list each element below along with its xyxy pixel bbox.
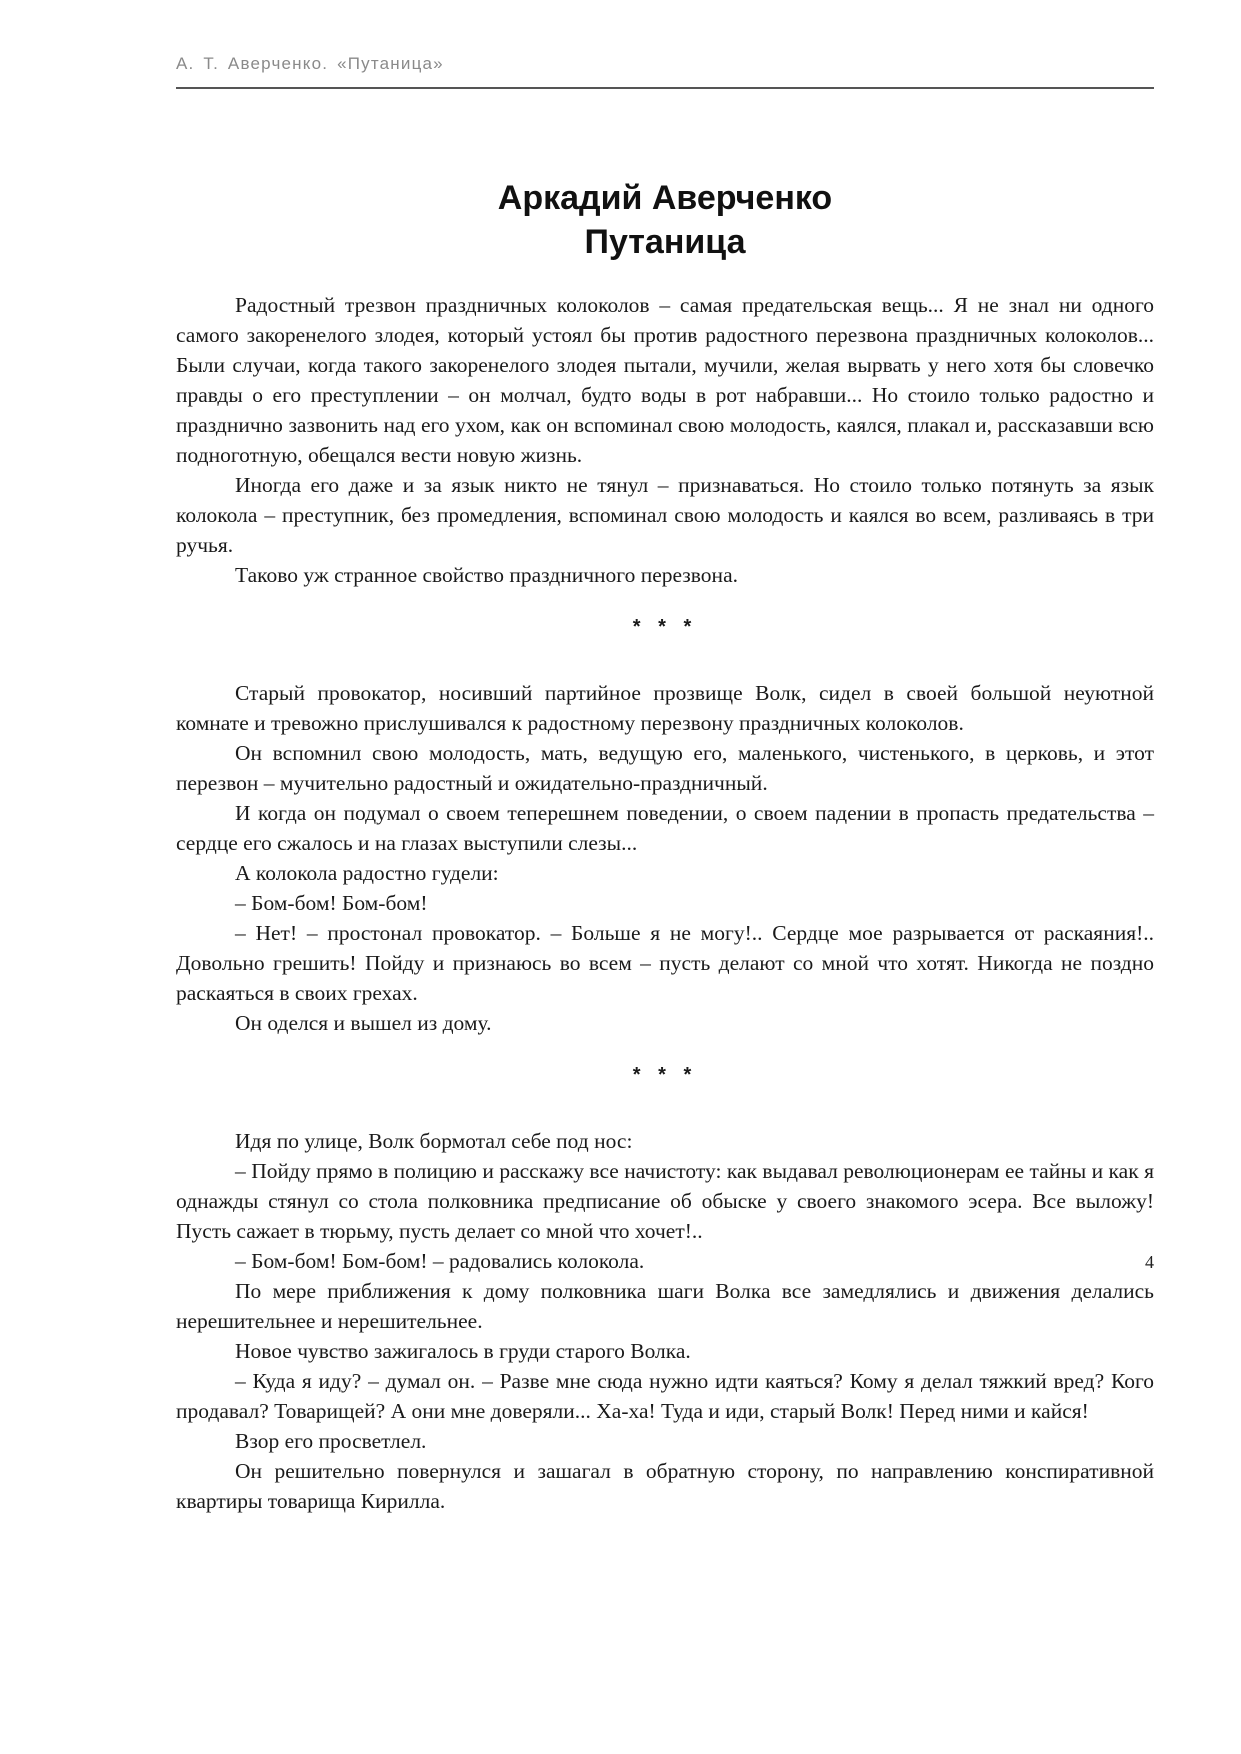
paragraph: Взор его просветлел. xyxy=(235,1429,427,1453)
paragraph: Старый провокатор, носивший партийное прозвище Волк, сидел в своей большой неуютной комнате и тревожно прислушивался к радостному перезвону праздничных колоколов. xyxy=(176,681,1154,735)
paragraph: Иногда его даже и за язык никто не тянул – признаваться. Но стоило только потянуть за язык колокола – преступник, без промедления, вспоминал свою молодость и каялся во всем, разливаясь в три ручья. xyxy=(176,473,1154,557)
paragraph: По мере приближения к дому полковника шаги Волка все замедлялись и движения делались нерешительнее и нерешительнее. xyxy=(176,1279,1154,1333)
section-1 xyxy=(176,290,1154,590)
paragraph: Новое чувство зажигалось в груди старого Волка. xyxy=(235,1339,691,1363)
section-2 xyxy=(176,678,1154,1038)
paragraph: – Куда я иду? – думал он. – Разве мне сюда нужно идти каяться? Кому я делал тяжкий вред? Кого продавал? Товарищей? А они мне доверяли... Ха-ха! Туда и иди, старый Волк! Перед ними и кайся! xyxy=(176,1369,1154,1423)
work-title: Путаница xyxy=(584,223,746,261)
author-name: Аркадий Аверченко xyxy=(497,179,833,217)
running-header-title: А. Т. Аверченко. «Путаница» xyxy=(176,54,444,73)
header-rule xyxy=(176,87,1154,89)
paragraph: Он решительно повернулся и зашагал в обратную сторону, по направлению конспиративной квартиры товарища Кирилла. xyxy=(176,1459,1154,1513)
story-text xyxy=(176,290,1154,1516)
section-3 xyxy=(176,1126,1154,1516)
paragraph: Он оделся и вышел из дому. xyxy=(235,1011,492,1035)
paragraph: Радостный трезвон праздничных колоколов – самая предательская вещь... Я не знал ни одного самого закоренелого злодея, который устоял бы против радостного перезвона праздничных колоколов... Были случаи, когда такого закоренелого злодея пытали, мучили, желая вырвать у него хотя бы словечко правды о его преступлении – он молчал, будто воды в рот набравши... Но стоило только радостно и празднично зазвонить над его ухом, как он вспоминал свою молодость, каялся, плакал и, рассказавши всю подноготную, обещался вести новую жизнь. xyxy=(176,293,1154,467)
paragraph: – Нет! – простонал провокатор. – Больше я не могу!.. Сердце мое разрывается от раскаяния!.. Довольно грешить! Пойду и признаюсь во всем – пусть делают со мной что хотят. Никогда не поздно раскаяться в своих грехах. xyxy=(176,921,1154,1005)
page-number: 4 xyxy=(1145,1252,1154,1272)
section-separator: * * * xyxy=(632,616,698,638)
title-block xyxy=(176,176,1154,264)
paragraph: – Бом-бом! Бом-бом! – радовались колокола. xyxy=(235,1249,645,1273)
section-separator: * * * xyxy=(632,1064,698,1086)
paragraph: Таково уж странное свойство праздничного перезвона. xyxy=(235,563,738,587)
paragraph: – Пойду прямо в полицию и расскажу все начистоту: как выдавал революционерам ее тайны и как я однажды стянул со стола полковника предписание об обыске у своего знакомого эсера. Все выложу! Пусть сажает в тюрьму, пусть делает со мной что хочет!.. xyxy=(176,1159,1154,1243)
paragraph: Он вспомнил свою молодость, мать, ведущую его, маленького, чистенького, в церковь, и этот перезвон – мучительно радостный и ожидательно-праздничный. xyxy=(176,741,1154,795)
paragraph: Идя по улице, Волк бормотал себе под нос: xyxy=(235,1129,633,1153)
paragraph: И когда он подумал о своем теперешнем поведении, о своем падении в пропасть предательства – сердце его сжалось и на глазах выступили слезы... xyxy=(176,801,1154,855)
paragraph: – Бом-бом! Бом-бом! xyxy=(235,891,428,915)
paragraph: А колокола радостно гудели: xyxy=(235,861,499,885)
